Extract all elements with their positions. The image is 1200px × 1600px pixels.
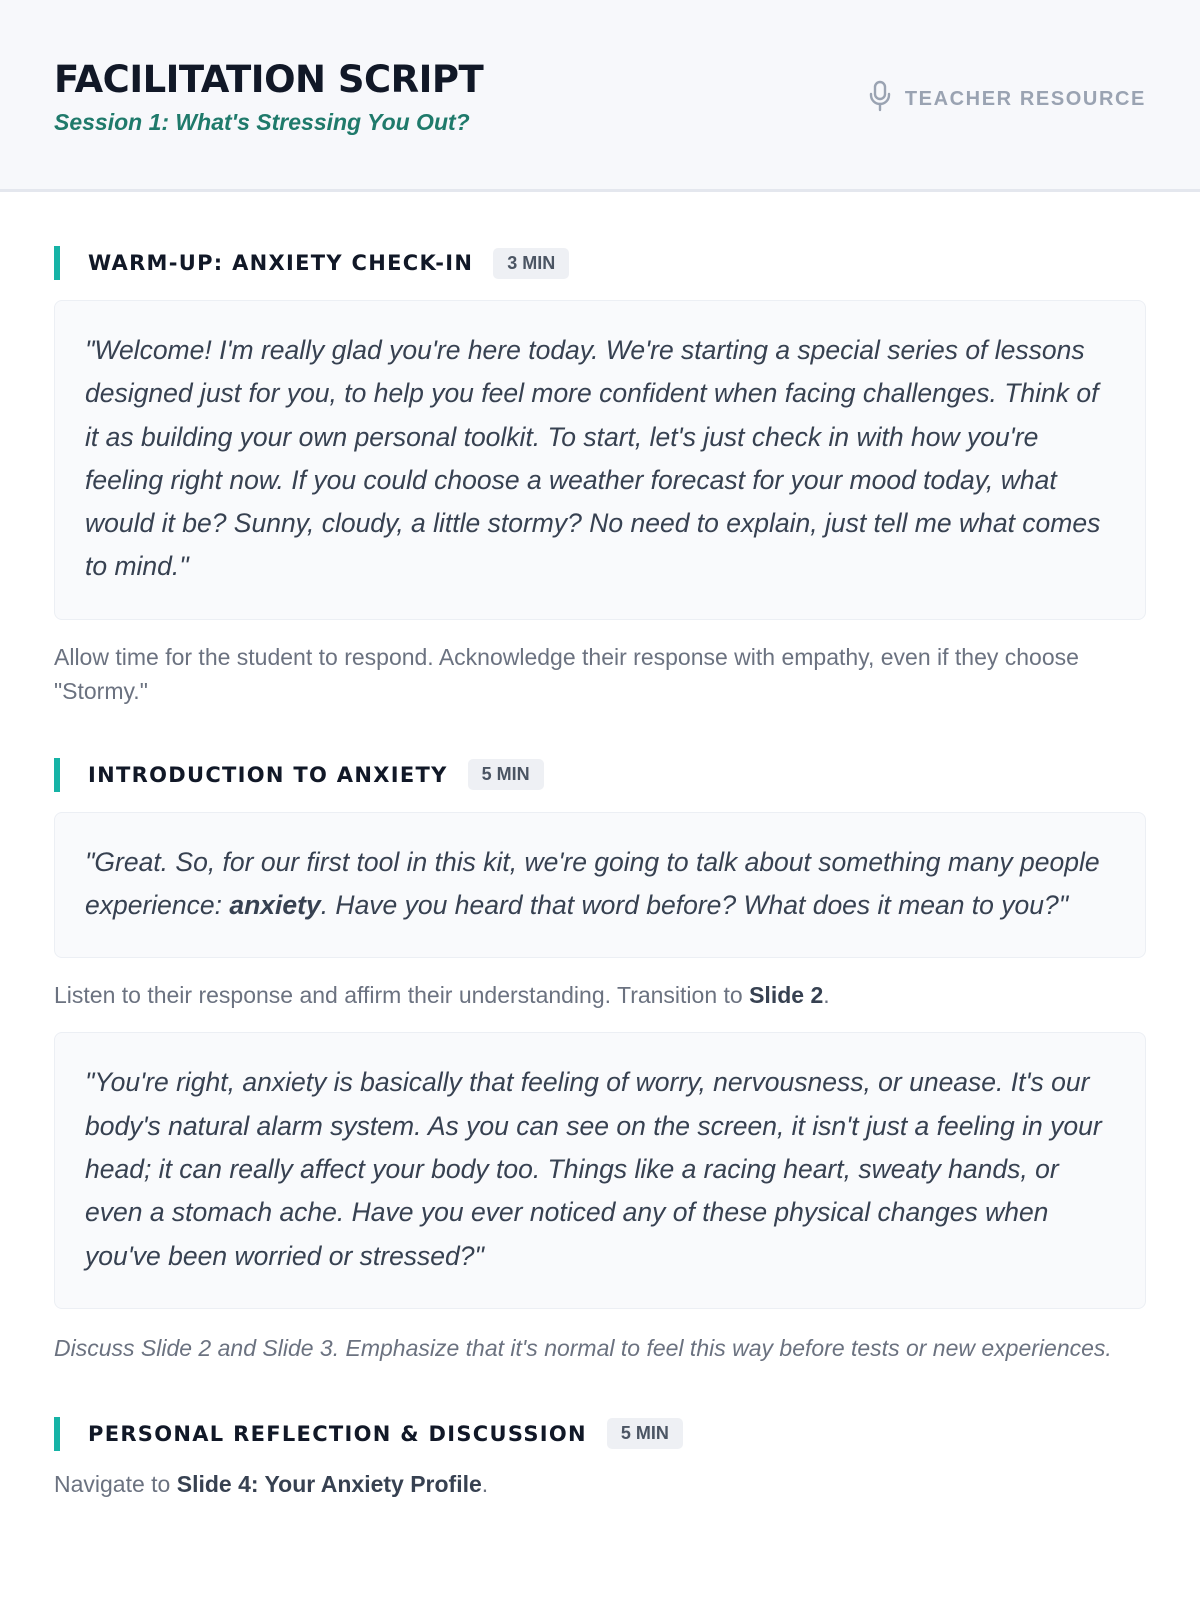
note-text: Navigate to	[54, 1470, 177, 1497]
duration-badge: 5 MIN	[468, 759, 544, 790]
facilitator-note: Discuss Slide 2 and Slide 3. Emphasize that it's normal to feel this way before tests or new experiences.	[54, 1334, 1112, 1361]
microphone-icon	[869, 80, 891, 118]
section-introduction-header	[54, 758, 1146, 792]
facilitator-note	[54, 1467, 1146, 1501]
quote-text: "Great. So, for our first tool in this kit, we're going to talk about something many people experience:	[85, 846, 1100, 921]
script-quote: "You're right, anxiety is basically that feeling of worry, nervousness, or unease. It's our body's natural alarm system. As you can see on the screen, it isn't just a feeling in your head; it can really affect your body too. Things like a racing heart, sweaty hands, or even a stomach ache. Have you ever noticed any of these physical changes when you've been worried or stressed?"	[54, 1032, 1146, 1308]
session-subtitle: Session 1: What's Stressing You Out?	[54, 109, 470, 135]
section-title: PERSONAL REFLECTION & DISCUSSION	[88, 1421, 587, 1446]
section-accent-bar	[54, 758, 60, 792]
note-text: .	[823, 982, 830, 1009]
note-text: .	[481, 1470, 489, 1497]
page-title: FACILITATION SCRIPT	[54, 58, 484, 101]
section-warm-up-header	[54, 246, 1146, 280]
note-text: Listen to their response and affirm their understanding. Transition to	[54, 982, 750, 1009]
page-header	[0, 0, 1200, 192]
facilitator-note: Allow time for the student to respond. Acknowledge their response with empathy, even if they choose "Stormy."	[54, 643, 1079, 704]
section-accent-bar	[54, 1417, 60, 1451]
section-title: WARM-UP: ANXIETY CHECK-IN	[88, 251, 474, 275]
duration-badge: 3 MIN	[493, 248, 569, 279]
script-quote: "Welcome! I'm really glad you're here today. We're starting a special series of lessons designed just for you, to help you feel more confident when facing challenges. Think of it as building your own personal toolkit. To start, let's just check in with how you're feeling right now. If you could choose a weather forecast for your mood today, what would it be? Sunny, cloudy, a little stormy? No need to explain, just tell me what comes to mind."	[54, 300, 1146, 620]
section-reflection-header	[54, 1417, 1146, 1451]
teacher-resource-label	[869, 80, 1146, 118]
section-accent-bar	[54, 246, 60, 280]
teacher-resource-text: TEACHER RESOURCE	[904, 87, 1146, 110]
duration-badge: 5 MIN	[607, 1418, 683, 1449]
note-emphasis: Slide 2	[749, 982, 824, 1009]
script-content	[0, 246, 1200, 1501]
quote-emphasis: anxiety	[229, 890, 321, 921]
quote-text: . Have you heard that word before? What does it mean to you?"	[320, 890, 1069, 921]
note-emphasis: Slide 4: Your Anxiety Profile	[176, 1470, 482, 1497]
facilitator-note	[54, 978, 1146, 1012]
script-quote	[54, 812, 1146, 959]
section-title: INTRODUCTION TO ANXIETY	[88, 762, 448, 787]
